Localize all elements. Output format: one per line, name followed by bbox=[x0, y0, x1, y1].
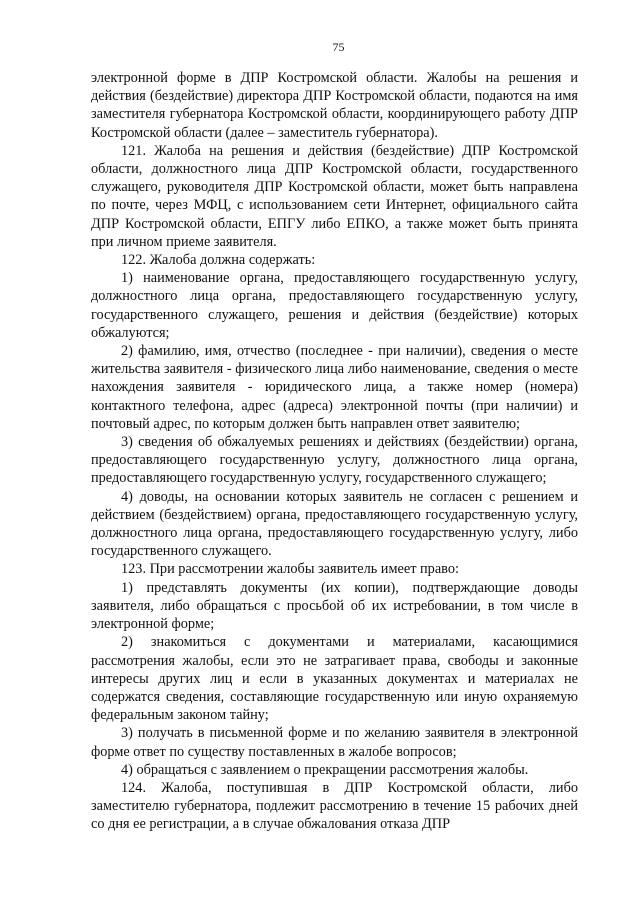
paragraph-123-item-2: 2) знакомиться с документами и материалами, касающимися рассмотрения жалобы, если это не затрагивает права, свободы и законные интересы других лиц и если в указанных документах и материалах не содержатся сведения, составляющие государственную или иную охраняемую федеральным законом тайну; bbox=[91, 634, 578, 724]
paragraph-122-item-4: 4) доводы, на основании которых заявитель не согласен с решением и действием (бездействием) органа, предоставляющего государственную услугу, должностного лица органа, предоставляющего государственную услугу, либо государственного служащего. bbox=[91, 488, 578, 560]
page-number: 75 bbox=[332, 40, 345, 54]
paragraph-123: 123. При рассмотрении жалобы заявитель имеет право: bbox=[121, 561, 459, 578]
paragraph-122-item-2: 2) фамилию, имя, отчество (последнее - при наличии), сведения о месте жительства заявителя - физического лица либо наименование, сведения о месте нахождения заявителя - юридического лица, а также номер (номера) контактного телефона, адрес (адреса) электронной почты (при наличии) и почтовый адрес, по которым должен быть направлен ответ заявителю; bbox=[91, 343, 578, 432]
paragraph-124: 124. Жалоба, поступившая в ДПР Костромской области, либо заместителю губернатора, подлежит рассмотрению в течение 15 рабочих дней со дня ее регистрации, а в случае обжалования отказа ДПР bbox=[91, 779, 578, 833]
paragraph-123-item-3: 3) получать в письменной форме и по желанию заявителя в электронной форме ответ по существу поставленных в жалобе вопросов; bbox=[91, 725, 578, 760]
paragraph-123-item-4: 4) обращаться с заявлением о прекращении рассмотрения жалобы. bbox=[121, 761, 529, 778]
paragraph-122: 122. Жалоба должна содержать: bbox=[121, 252, 316, 269]
paragraph-123-item-1: 1) представлять документы (их копии), подтверждающие доводы заявителя, либо обращаться с просьбой об их истребовании, в том числе в электронной форме; bbox=[91, 579, 578, 633]
paragraph-121: 121. Жалоба на решения и действия (бездействие) ДПР Костромской области, должностного лица ДПР Костромской области, государственного служащего, руководителя ДПР Костромской области, может быть направлена по почте, через МФЦ, с использованием сети Интернет, официального сайта ДПР Костромской области, ЕПГУ либо ЕПКО, а также может быть принята при личном приеме заявителя. bbox=[91, 142, 578, 250]
document-body bbox=[91, 69, 578, 834]
paragraph-122-item-3: 3) сведения об обжалуемых решениях и действиях (бездействии) органа, предоставляющего государственную услугу, должностного лица органа, предоставляющего государственную услугу, государственного служащего; bbox=[91, 434, 578, 487]
paragraph-continuation: электронной форме в ДПР Костромской области. Жалобы на решения и действия (бездействие) директора ДПР Костромской области, подаются на имя заместителя губернатора Костромской области, координирующего работу ДПР Костромской области (далее – заместитель губернатора). bbox=[91, 70, 578, 141]
paragraph-122-item-1: 1) наименование органа, предоставляющего государственную услугу, должностного лица органа, предоставляющего государственную услугу, государственного служащего, решения и действия (бездействие) которых обжалуются; bbox=[91, 270, 578, 341]
